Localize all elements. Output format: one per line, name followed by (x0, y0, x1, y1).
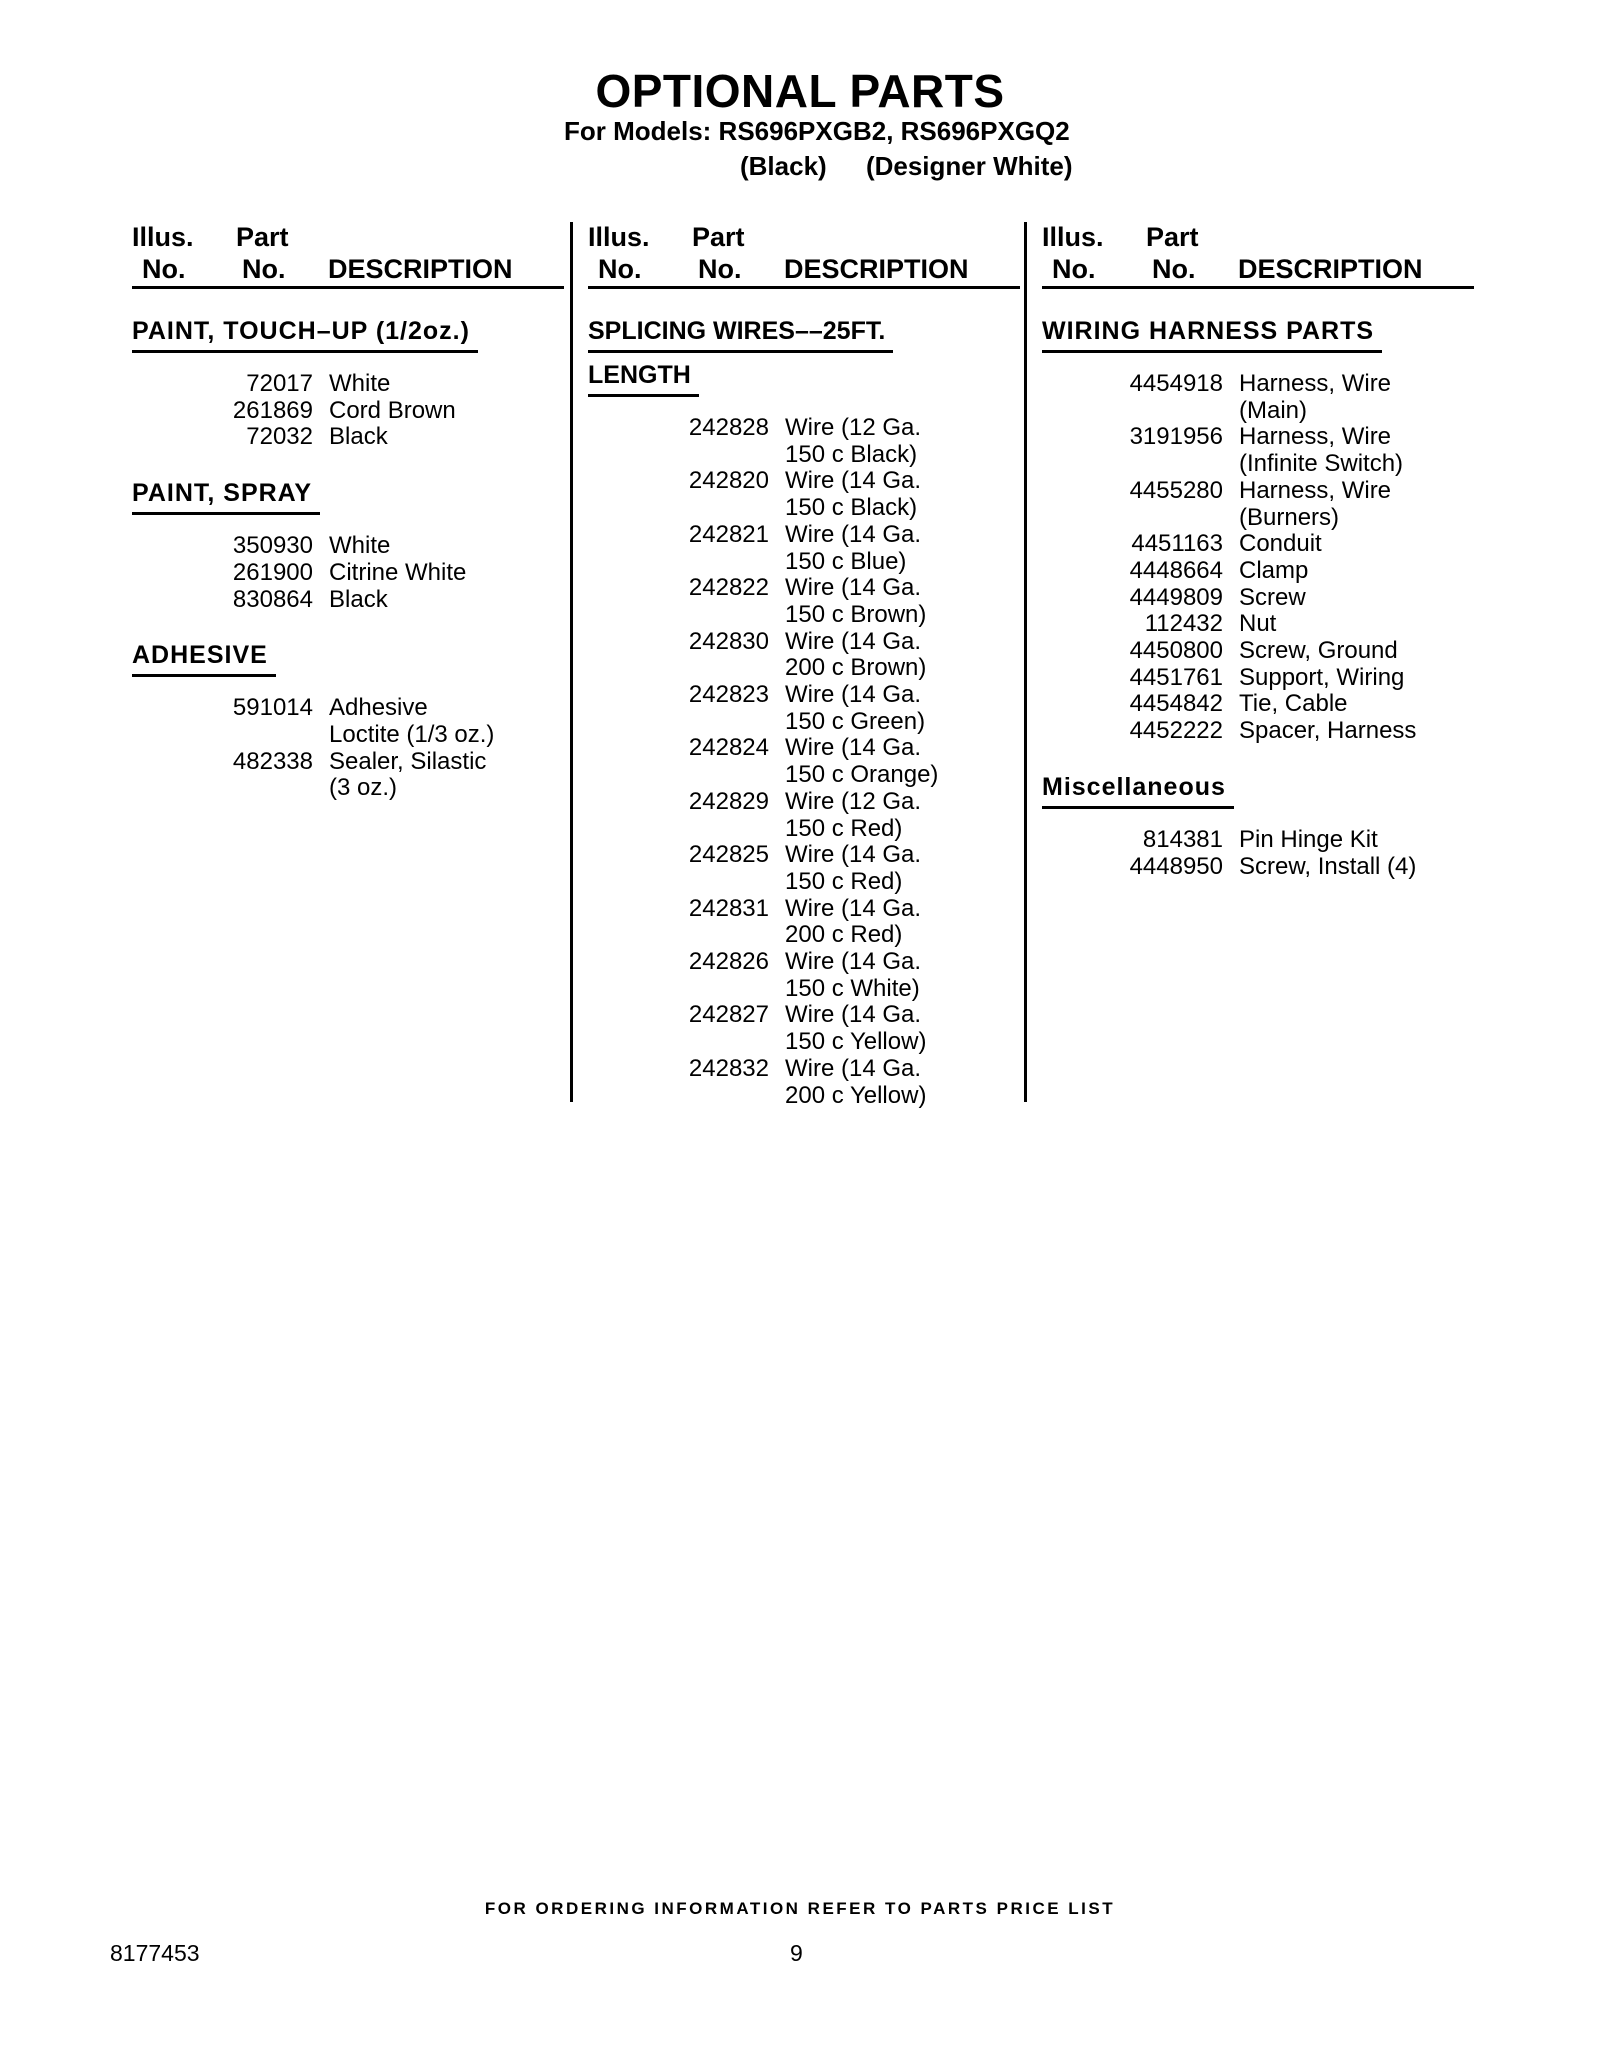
part-description: Wire (14 Ga. 200 c Yellow) (785, 1054, 927, 1109)
header-illus: Illus. (132, 222, 194, 252)
part-description: Nut (1239, 610, 1277, 638)
part-row (588, 415, 1020, 468)
part-description: Wire (14 Ga. 150 c Blue) (785, 520, 922, 575)
part-description: Wire (14 Ga. 150 c Orange) (785, 734, 939, 789)
part-description: Screw, Ground (1239, 637, 1398, 665)
header-illus-no: No. (1052, 254, 1096, 284)
color-designer-white: (Designer White) (865, 151, 1073, 181)
column-header (588, 222, 1020, 289)
part-number: 4448950 (1129, 852, 1223, 880)
part-description: Screw (1239, 583, 1306, 611)
parts-list (132, 533, 564, 613)
part-description: Conduit (1239, 530, 1322, 558)
part-row (132, 695, 564, 748)
part-description: Wire (12 Ga. 150 c Red) (785, 787, 922, 842)
section (132, 317, 564, 451)
part-number: 4449809 (1129, 583, 1223, 611)
part-description: Harness, Wire (Infinite Switch) (1239, 423, 1404, 478)
part-number: 3191956 (1129, 423, 1223, 451)
parts-list (132, 371, 564, 451)
part-description: Black (329, 585, 388, 613)
part-number: 482338 (232, 747, 313, 775)
header-part: Part (1146, 222, 1199, 252)
part-description: Black (329, 423, 388, 451)
part-row (132, 533, 564, 560)
part-row (588, 949, 1020, 1002)
part-row (132, 424, 564, 451)
part-number: 242827 (688, 1001, 769, 1029)
part-row (1042, 585, 1474, 612)
part-description: Wire (14 Ga. 150 c Yellow) (785, 1001, 927, 1056)
header-part: Part (692, 222, 745, 252)
header-description: DESCRIPTION (784, 254, 969, 284)
part-description: Wire (14 Ga. 200 c Brown) (785, 627, 927, 682)
header-part-no: No. (698, 254, 742, 284)
model-colors (740, 151, 1105, 182)
section-heading: ADHESIVE (132, 641, 276, 677)
part-description: Pin Hinge Kit (1239, 825, 1378, 853)
part-number: 4454842 (1129, 690, 1223, 718)
part-number: 242824 (688, 734, 769, 762)
section-heading: WIRING HARNESS PARTS (1042, 317, 1382, 353)
header-illus: Illus. (1042, 222, 1104, 252)
parts-list (132, 695, 564, 802)
parts-column-1 (132, 222, 564, 802)
parts-list (1042, 827, 1474, 880)
header-part-no: No. (1152, 254, 1196, 284)
part-number: 350930 (232, 532, 313, 560)
section (132, 479, 564, 613)
page-title: OPTIONAL PARTS (595, 65, 1005, 117)
column-header (1042, 222, 1474, 289)
column-header (132, 222, 564, 289)
part-number: 814381 (1142, 825, 1223, 853)
part-row (588, 842, 1020, 895)
part-number: 242826 (688, 948, 769, 976)
section (1042, 317, 1474, 745)
parts-column-3 (1042, 222, 1474, 880)
part-description: Cord Brown (329, 396, 456, 424)
part-row (1042, 611, 1474, 638)
header-illus: Illus. (588, 222, 650, 252)
part-row (588, 789, 1020, 842)
section (132, 641, 564, 802)
part-description: Harness, Wire (Main) (1239, 370, 1392, 424)
part-number: 112432 (1144, 610, 1223, 638)
column-divider (570, 222, 573, 1102)
part-row (1042, 638, 1474, 665)
part-number: 4451163 (1131, 530, 1223, 558)
part-description: Harness, Wire (Burners) (1239, 476, 1392, 531)
part-number: 242829 (688, 787, 769, 815)
part-row (588, 522, 1020, 575)
part-row (588, 468, 1020, 521)
part-number: 242821 (688, 520, 769, 548)
part-description: Spacer, Harness (1239, 717, 1417, 745)
part-description: White (329, 370, 391, 397)
part-row (1042, 854, 1474, 881)
part-number: 261900 (232, 558, 313, 586)
part-number: 242832 (688, 1054, 769, 1082)
page-number: 9 (790, 1940, 803, 1966)
document-number: 8177453 (110, 1940, 200, 1966)
part-description: Wire (14 Ga. 150 c Green) (785, 681, 926, 735)
section-heading: SPLICING WIRES––25FT. (588, 317, 893, 353)
part-row (588, 896, 1020, 949)
part-description: White (329, 532, 391, 560)
part-description: Clamp (1239, 556, 1309, 584)
part-description: Wire (14 Ga. 200 c Red) (785, 894, 922, 949)
part-row (132, 398, 564, 425)
parts-list (588, 415, 1020, 1109)
part-number: 242830 (688, 627, 769, 655)
part-row (1042, 531, 1474, 558)
part-row (588, 682, 1020, 735)
part-number: 4451761 (1129, 663, 1223, 691)
part-description: Wire (12 Ga. 150 c Black) (785, 414, 922, 468)
part-row (1042, 558, 1474, 585)
part-number: 4452222 (1129, 717, 1223, 745)
part-number: 830864 (232, 585, 313, 613)
part-description: Tie, Cable (1239, 690, 1348, 718)
part-row (588, 1056, 1020, 1109)
part-row (1042, 424, 1474, 477)
part-row (132, 371, 564, 398)
part-description: Citrine White (329, 558, 467, 586)
part-description: Wire (14 Ga. 150 c Red) (785, 841, 922, 895)
part-description: Support, Wiring (1239, 663, 1405, 691)
part-row (132, 560, 564, 587)
part-row (1042, 371, 1474, 424)
section-heading: PAINT, SPRAY (132, 479, 320, 515)
part-number: 4454918 (1129, 370, 1223, 397)
part-row (1042, 691, 1474, 718)
model-numbers: For Models: RS696PXGB2, RS696PXGQ2 (564, 116, 1070, 146)
part-description: Screw, Install (4) (1239, 852, 1417, 880)
section-heading: Miscellaneous (1042, 773, 1234, 809)
parts-column-2 (588, 222, 1020, 1109)
part-description: Sealer, Silastic (3 oz.) (329, 747, 487, 802)
part-row (588, 629, 1020, 682)
part-number: 261869 (232, 396, 313, 424)
part-number: 72032 (246, 423, 313, 451)
section-heading-cont: LENGTH (588, 361, 699, 397)
part-row (1042, 478, 1474, 531)
parts-list (1042, 371, 1474, 745)
part-description: Adhesive Loctite (1/3 oz.) (329, 694, 495, 748)
section (588, 317, 1020, 1109)
part-number: 4448664 (1129, 556, 1223, 584)
part-description: Wire (14 Ga. 150 c Black) (785, 467, 922, 522)
part-number: 242831 (688, 894, 769, 922)
ordering-note: FOR ORDERING INFORMATION REFER TO PARTS PRICE LIST (484, 1899, 1116, 1918)
part-row (588, 575, 1020, 628)
section (1042, 773, 1474, 880)
header-description: DESCRIPTION (1238, 254, 1423, 284)
color-black: (Black) (740, 151, 827, 181)
part-row (132, 749, 564, 802)
part-row (1042, 718, 1474, 745)
part-row (588, 735, 1020, 788)
part-number: 242828 (688, 414, 769, 441)
part-number: 4455280 (1129, 476, 1223, 504)
part-number: 242823 (688, 681, 769, 709)
header-part-no: No. (242, 254, 286, 284)
section-heading: PAINT, TOUCH–UP (1/2oz.) (132, 317, 478, 353)
part-number: 242820 (688, 467, 769, 495)
part-row (132, 587, 564, 614)
part-number: 242822 (688, 574, 769, 602)
part-row (1042, 665, 1474, 692)
part-number: 4450800 (1129, 637, 1223, 665)
part-description: Wire (14 Ga. 150 c Brown) (785, 574, 927, 628)
part-number: 591014 (232, 694, 313, 722)
header-part: Part (236, 222, 289, 252)
part-number: 72017 (246, 370, 313, 397)
header-illus-no: No. (598, 254, 642, 284)
part-number: 242825 (688, 841, 769, 869)
part-description: Wire (14 Ga. 150 c White) (785, 948, 922, 1002)
part-row (588, 1002, 1020, 1055)
header-illus-no: No. (142, 254, 186, 284)
header-description: DESCRIPTION (328, 254, 513, 284)
column-divider (1024, 222, 1027, 1102)
part-row (1042, 827, 1474, 854)
